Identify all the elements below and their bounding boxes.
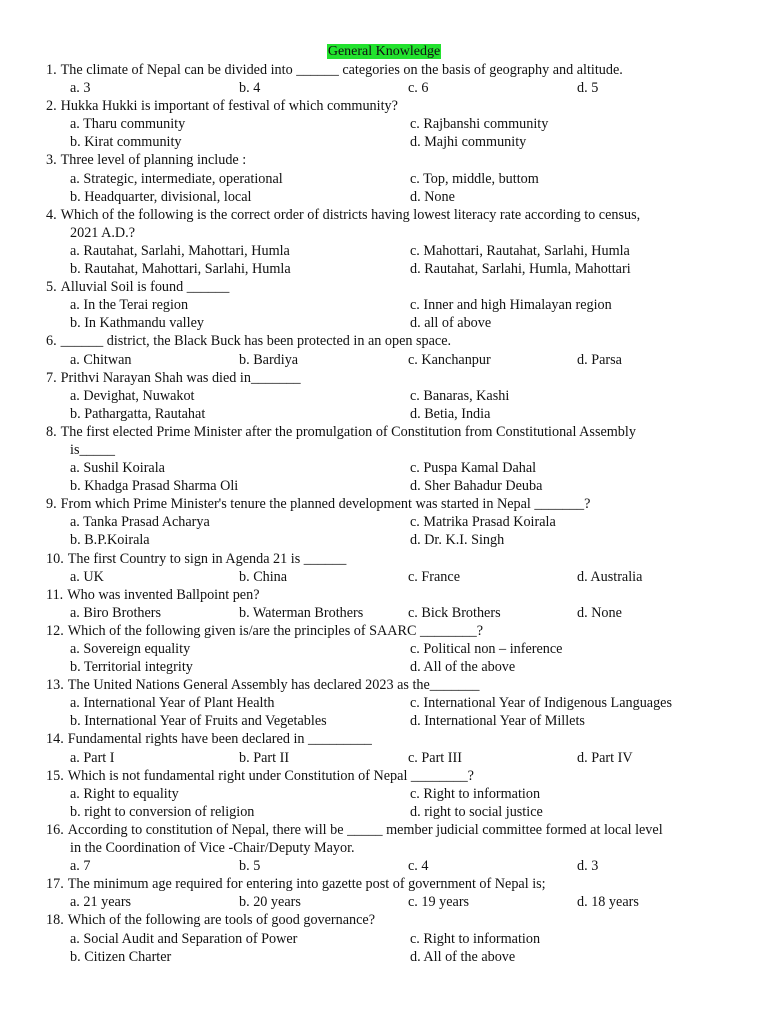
question-number: 10.	[46, 550, 64, 567]
answer-option: c. Bick Brothers	[408, 604, 501, 621]
question-item	[46, 61, 756, 97]
answer-option: d. International Year of Millets	[410, 713, 585, 730]
answer-option: a. Strategic, intermediate, operational	[70, 170, 283, 187]
answer-option: d. 18 years	[577, 894, 639, 911]
options-row	[46, 133, 756, 151]
answer-option: b. 5	[239, 858, 261, 875]
question-text: The climate of Nepal can be divided into ______ categories on the basis of geography and altitude.	[60, 62, 623, 78]
answer-option: b. Rautahat, Mahottari, Sarlahi, Humla	[70, 261, 291, 278]
question-item	[46, 676, 756, 730]
options-row	[46, 79, 756, 97]
answer-option: a. Sovereign equality	[70, 641, 191, 657]
options-row	[46, 857, 756, 875]
question-line	[46, 821, 756, 839]
question-text: Fundamental rights have been declared in _________	[67, 731, 372, 748]
question-number: 11.	[46, 586, 64, 603]
question-text: From which Prime Minister's tenure the planned development was started in Nepal _______?	[60, 496, 591, 513]
answer-option: c. 6	[408, 80, 429, 97]
answer-option: c. Right to information	[410, 930, 541, 947]
question-text: Alluvial Soil is found ______	[60, 279, 230, 296]
question-text: Which of the following given is/are the principles of SAARC ________?	[67, 622, 484, 639]
question-line	[46, 369, 756, 387]
question-number: 12.	[46, 622, 64, 639]
answer-option: c. Top, middle, buttom	[410, 170, 539, 187]
answer-option: a. Biro Brothers	[70, 604, 162, 621]
answer-option: c. Inner and high Himalayan region	[410, 297, 612, 314]
question-number: 5.	[46, 279, 57, 296]
answer-option: a. Rautahat, Sarlahi, Mahottari, Humla	[70, 242, 290, 259]
options-row	[46, 568, 756, 586]
options-row	[46, 640, 756, 658]
options-row	[46, 459, 756, 477]
answer-option: b. Waterman Brothers	[239, 604, 364, 621]
options-row	[46, 405, 756, 423]
question-number: 2.	[46, 98, 57, 115]
question-number: 8.	[46, 423, 57, 440]
answer-option: a. Social Audit and Separation of Power	[70, 930, 298, 947]
question-text-continued: 2021 A.D.?	[70, 224, 136, 241]
answer-option: b. In Kathmandu valley	[70, 315, 204, 332]
answer-option: d. Australia	[577, 568, 643, 585]
answer-option: a. In the Terai region	[70, 297, 189, 314]
question-text: According to constitution of Nepal, there will be _____ member judicial committee formed at local level	[67, 821, 663, 838]
answer-option: a. UK	[70, 568, 104, 585]
question-line	[46, 767, 756, 785]
question-item	[46, 911, 756, 965]
question-item	[46, 369, 756, 423]
answer-option: a. Devighat, Nuwakot	[70, 387, 195, 404]
answer-option: a. Sushil Koirala	[70, 460, 165, 477]
title-highlight: General Knowledge	[327, 44, 441, 59]
question-line	[46, 423, 756, 441]
answer-option: d. Parsa	[577, 351, 622, 368]
question-line	[46, 97, 756, 115]
answer-option: b. Khadga Prasad Sharma Oli	[70, 478, 239, 495]
answer-option: d. Betia, India	[410, 405, 491, 422]
answer-option: a. Tharu community	[70, 116, 186, 133]
page-title	[0, 43, 768, 61]
options-row	[46, 115, 756, 133]
answer-option: a. Part I	[70, 749, 115, 766]
question-number: 15.	[46, 767, 64, 784]
answer-option: b. Kirat community	[70, 134, 182, 151]
question-text: Which of the following are tools of good governance?	[67, 912, 376, 929]
answer-option: d. None	[577, 604, 622, 621]
question-line	[46, 875, 756, 893]
question-text: The minimum age required for entering into gazette post of government of Nepal is;	[67, 876, 546, 893]
options-row	[46, 242, 756, 260]
answer-option: c. 4	[408, 858, 429, 875]
answer-option: a. Tanka Prasad Acharya	[70, 514, 210, 531]
question-text: ______ district, the Black Buck has been protected in an open space.	[60, 333, 452, 350]
question-item	[46, 97, 756, 151]
answer-option: a. Chitwan	[70, 351, 132, 368]
options-row	[46, 893, 756, 911]
answer-option: d. 3	[577, 858, 599, 875]
answer-option: c. Rajbanshi community	[410, 116, 549, 133]
question-list	[46, 61, 756, 966]
answer-option: b. Territorial integrity	[70, 659, 193, 676]
question-item	[46, 586, 756, 622]
question-line	[46, 151, 756, 169]
options-row	[46, 749, 756, 767]
question-number: 9.	[46, 496, 57, 513]
question-item	[46, 821, 756, 875]
answer-option: c. Matrika Prasad Koirala	[410, 514, 556, 531]
question-text: The United Nations General Assembly has declared 2023 as the_______	[67, 677, 480, 694]
question-line	[46, 676, 756, 694]
answer-option: c. Banaras, Kashi	[410, 387, 510, 404]
answer-option: b. China	[239, 568, 288, 585]
question-text: The first elected Prime Minister after the promulgation of Constitution from Constitutional Assembly	[60, 423, 636, 440]
question-number: 3.	[46, 152, 57, 169]
options-row	[46, 387, 756, 405]
options-row	[46, 694, 756, 712]
options-row	[46, 658, 756, 676]
answer-option: c. Kanchanpur	[408, 351, 491, 368]
answer-option: d. Sher Bahadur Deuba	[410, 478, 543, 495]
question-item	[46, 730, 756, 766]
answer-option: b. Bardiya	[239, 351, 299, 368]
answer-option: b. 4	[239, 80, 261, 97]
question-number: 4.	[46, 206, 57, 223]
answer-option: a. 21 years	[70, 894, 132, 911]
question-item	[46, 495, 756, 549]
question-item	[46, 767, 756, 821]
question-item	[46, 332, 756, 368]
answer-option: c. Mahottari, Rautahat, Sarlahi, Humla	[410, 242, 630, 259]
options-row	[46, 513, 756, 531]
question-text: The first Country to sign in Agenda 21 is ______	[67, 550, 347, 567]
question-number: 1.	[46, 62, 57, 78]
question-line	[46, 550, 756, 568]
answer-option: d. 5	[577, 80, 599, 97]
answer-option: d. All of the above	[410, 659, 516, 676]
answer-option: c. Puspa Kamal Dahal	[410, 460, 537, 477]
options-row	[46, 948, 756, 966]
question-number: 16.	[46, 821, 64, 838]
question-item	[46, 278, 756, 332]
options-row	[46, 785, 756, 803]
answer-option: b. Headquarter, divisional, local	[70, 188, 252, 205]
question-line	[46, 586, 756, 604]
question-line	[46, 911, 756, 929]
question-number: 14.	[46, 731, 64, 748]
answer-option: d. all of above	[410, 315, 492, 332]
answer-option: d. None	[410, 188, 455, 205]
answer-option: c. 19 years	[408, 894, 470, 911]
question-text: Hukka Hukki is important of festival of which community?	[60, 98, 398, 115]
answer-option: d. Part IV	[577, 749, 633, 766]
question-item	[46, 550, 756, 586]
question-number: 6.	[46, 333, 57, 350]
answer-option: b. 20 years	[239, 894, 301, 911]
answer-option: b. International Year of Fruits and Vegetables	[70, 713, 327, 730]
answer-option: b. Pathargatta, Rautahat	[70, 405, 206, 422]
answer-option: b. right to conversion of religion	[70, 803, 255, 820]
answer-option: a. Right to equality	[70, 785, 179, 802]
answer-option: a. 7	[70, 858, 91, 875]
question-line	[46, 278, 756, 296]
options-row	[46, 477, 756, 495]
answer-option: c. Part III	[408, 749, 462, 766]
answer-option: b. Citizen Charter	[70, 948, 172, 965]
question-number: 7.	[46, 369, 57, 386]
options-row	[46, 803, 756, 821]
question-number: 13.	[46, 677, 64, 694]
answer-option: a. International Year of Plant Health	[70, 695, 275, 712]
answer-option: d. Dr. K.I. Singh	[410, 532, 505, 549]
question-text: Prithvi Narayan Shah was died in_______	[60, 369, 301, 386]
question-line	[46, 622, 756, 640]
question-item	[46, 206, 756, 278]
question-item	[46, 622, 756, 676]
answer-option: c. France	[408, 568, 460, 585]
question-text: Three level of planning include :	[60, 152, 247, 169]
question-item	[46, 423, 756, 495]
options-row	[46, 712, 756, 730]
answer-option: a. 3	[70, 80, 91, 97]
question-text: Which is not fundamental right under Constitution of Nepal ________?	[67, 767, 474, 784]
answer-option: d. right to social justice	[410, 803, 543, 820]
answer-option: b. Part II	[239, 749, 290, 766]
question-text: Which of the following is the correct order of districts having lowest literacy rate according to census,	[60, 206, 641, 223]
options-row	[46, 170, 756, 188]
answer-option: c. International Year of Indigenous Languages	[410, 695, 672, 712]
question-line	[46, 730, 756, 748]
options-row	[46, 604, 756, 622]
options-row	[46, 188, 756, 206]
answer-option: b. B.P.Koirala	[70, 532, 150, 549]
question-item	[46, 875, 756, 911]
question-line	[46, 61, 756, 79]
question-line	[46, 332, 756, 350]
question-item	[46, 151, 756, 205]
options-row	[46, 260, 756, 278]
options-row	[46, 531, 756, 549]
options-row	[46, 314, 756, 332]
answer-option: c. Right to information	[410, 785, 541, 802]
answer-option: c. Political non – inference	[410, 641, 563, 657]
answer-option: d. Majhi community	[410, 134, 527, 151]
question-text: Who was invented Ballpoint pen?	[67, 586, 260, 603]
options-row	[46, 930, 756, 948]
options-row	[46, 296, 756, 314]
question-text-continued: is_____	[70, 441, 115, 458]
answer-option: d. Rautahat, Sarlahi, Humla, Mahottari	[410, 261, 631, 278]
options-row	[46, 351, 756, 369]
question-line	[46, 495, 756, 513]
question-number: 17.	[46, 876, 64, 893]
question-number: 18.	[46, 912, 64, 929]
question-line	[46, 206, 756, 224]
answer-option: d. All of the above	[410, 948, 516, 965]
question-text-continued: in the Coordination of Vice -Chair/Deputy Mayor.	[70, 840, 355, 857]
